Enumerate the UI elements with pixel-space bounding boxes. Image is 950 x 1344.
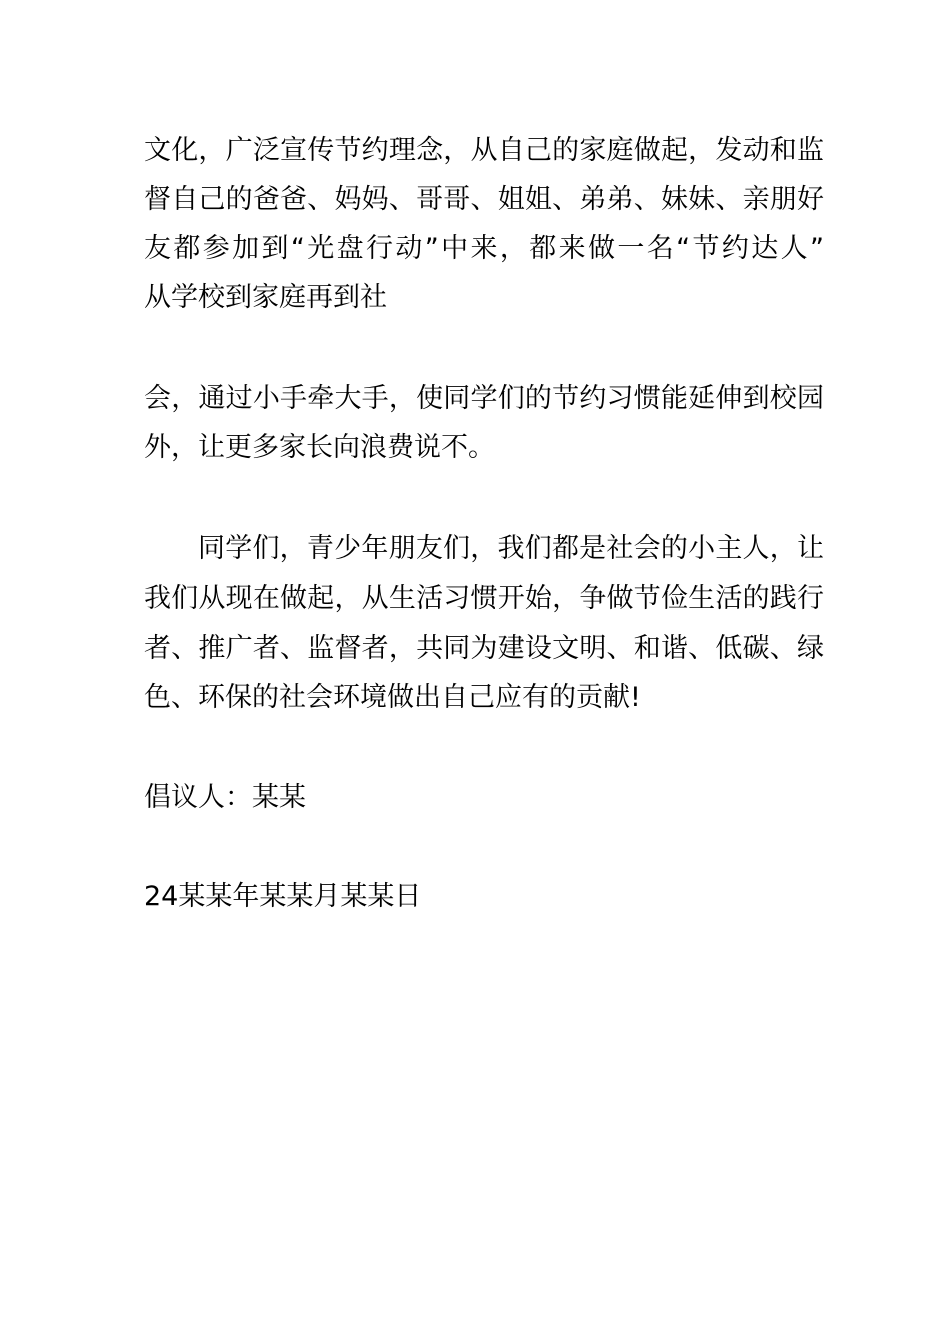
paragraph-3-line-2: 我们从现在做起，从生活习惯开始，争做节俭生活的践行 — [144, 583, 824, 614]
paragraph-2-line-1: 会，通过小手牵大手，使同学们的节约习惯能延伸到校园 — [144, 383, 824, 414]
paragraph-1-line-1: 文化，广泛宣传节约理念，从自己的家庭做起，发动和监 — [144, 135, 824, 166]
paragraph-2-line-2: 外，让更多家长向浪费说不。 — [144, 432, 495, 463]
paragraph-3-line-1: 同学们，青少年朋友们，我们都是社会的小主人，让 — [198, 533, 824, 564]
paragraph-1-line-4: 从学校到家庭再到社 — [144, 282, 387, 313]
paragraph-1-line-2: 督自己的爸爸、妈妈、哥哥、姐姐、弟弟、妹妹、亲朋好 — [144, 184, 824, 215]
date: 24某某年某某月某某日 — [144, 881, 422, 912]
paragraph-3-line-3: 者、推广者、监督者，共同为建设文明、和谐、低碳、绿 — [144, 633, 824, 664]
signature: 倡议人：某某 — [144, 782, 306, 813]
paragraph-3-line-4: 色、环保的社会环境做出自己应有的贡献! — [144, 682, 641, 713]
paragraph-1-line-3: 友都参加到“光盘行动”中来，都来做一名“节约达人” — [144, 233, 824, 264]
